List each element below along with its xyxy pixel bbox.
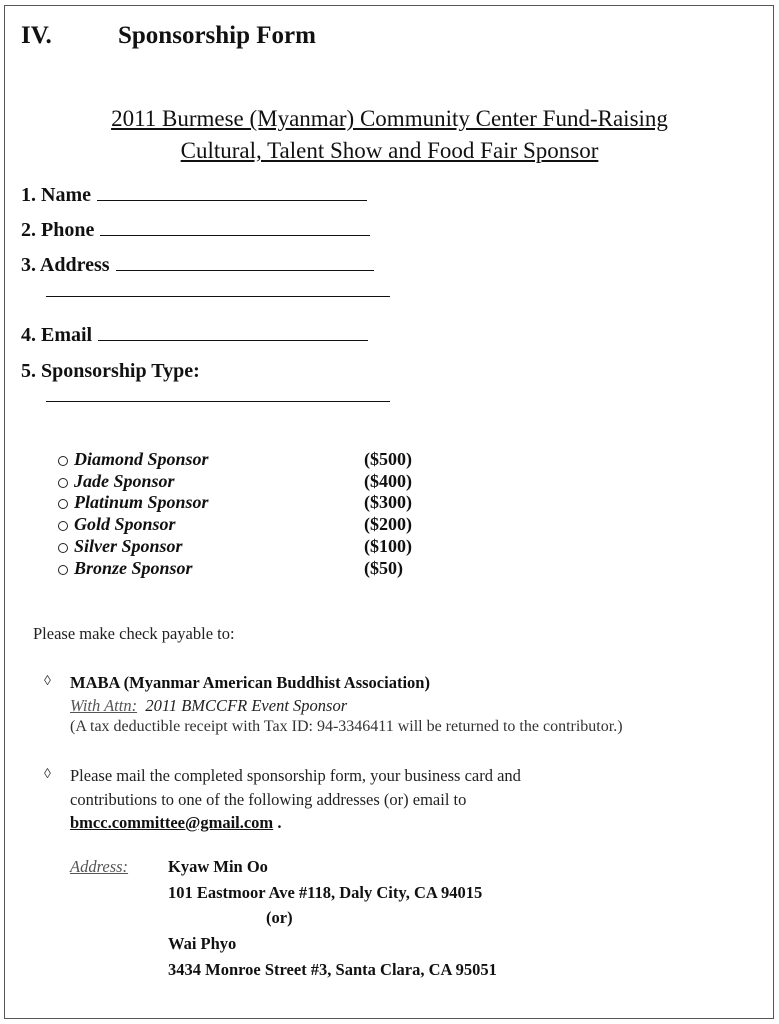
address-field[interactable]: [21, 254, 374, 277]
phone-field[interactable]: [21, 219, 370, 242]
contact-name-2: Wai Phyo: [168, 934, 237, 953]
sponsor-amount: ($100): [364, 536, 412, 556]
email-field[interactable]: [21, 324, 368, 347]
diamond-bullet-icon: ◊: [44, 674, 51, 689]
sponsor-name: Bronze Sponsor: [74, 558, 193, 578]
sponsorship-type-field: [21, 360, 200, 383]
address-blank[interactable]: [116, 254, 374, 271]
sponsor-option-platinum[interactable]: [58, 492, 209, 513]
sponsor-option-silver[interactable]: [58, 536, 183, 557]
page-title: Sponsorship Form: [118, 22, 316, 49]
sponsor-name: Jade Sponsor: [74, 471, 175, 491]
or-separator: (or): [266, 908, 293, 927]
name-field[interactable]: [21, 184, 367, 207]
phone-blank[interactable]: [100, 219, 370, 236]
event-heading-line2: Cultural, Talent Show and Food Fair Sponsor: [180, 138, 599, 163]
sponsor-option-diamond[interactable]: [58, 449, 209, 470]
attn-label: With Attn:: [70, 696, 138, 715]
name-blank[interactable]: [97, 184, 367, 201]
radio-circle-icon[interactable]: [58, 456, 68, 466]
sponsor-amount: ($200): [364, 514, 412, 534]
tax-note: (A tax deductible receipt with Tax ID: 94-3346411 will be returned to the contributor.): [70, 718, 623, 735]
mail-instructions-line2: contributions to one of the following addresses (or) email to: [70, 790, 467, 809]
contact-address-1: 101 Eastmoor Ave #118, Daly City, CA 94015: [168, 883, 483, 902]
contact-name-1: Kyaw Min Oo: [168, 857, 268, 876]
email-suffix: .: [273, 813, 282, 832]
section-number: IV.: [21, 22, 52, 49]
phone-label: 2. Phone: [21, 219, 95, 241]
mail-instructions-line1: Please mail the completed sponsorship form, your business card and: [70, 766, 521, 785]
attn-line: [70, 696, 347, 716]
email-label: 4. Email: [21, 324, 93, 346]
address-blank-line2[interactable]: [46, 296, 390, 297]
sponsor-option-jade[interactable]: [58, 471, 175, 492]
sponsor-option-bronze[interactable]: [58, 558, 193, 579]
radio-circle-icon[interactable]: [58, 543, 68, 553]
radio-circle-icon[interactable]: [58, 521, 68, 531]
email-blank[interactable]: [98, 324, 368, 341]
sponsor-amount: ($300): [364, 492, 412, 512]
sponsor-amount: ($50): [364, 558, 403, 578]
sponsor-name: Platinum Sponsor: [74, 492, 209, 512]
sponsor-name: Gold Sponsor: [74, 514, 176, 534]
sponsor-amount: ($500): [364, 449, 412, 469]
address-label: Address:: [70, 857, 129, 876]
email-line: [70, 813, 281, 833]
email-link[interactable]: bmcc.committee@gmail.com: [70, 813, 274, 832]
payable-intro: Please make check payable to:: [33, 624, 235, 643]
diamond-bullet-icon: ◊: [44, 767, 51, 782]
name-label: 1. Name: [21, 184, 91, 206]
radio-circle-icon[interactable]: [58, 478, 68, 488]
payee-name: MABA (Myanmar American Buddhist Association): [70, 673, 430, 692]
sponsor-option-gold[interactable]: [58, 514, 176, 535]
sponsor-name: Silver Sponsor: [74, 536, 183, 556]
event-heading-line1: 2011 Burmese (Myanmar) Community Center Fund-Raising: [111, 106, 668, 131]
contact-address-2: 3434 Monroe Street #3, Santa Clara, CA 95051: [168, 960, 497, 979]
attn-value: 2011 BMCCFR Event Sponsor: [145, 696, 348, 715]
sponsorship-type-blank[interactable]: [46, 401, 390, 402]
radio-circle-icon[interactable]: [58, 565, 68, 575]
address-label: 3. Address: [21, 254, 110, 276]
sponsor-name: Diamond Sponsor: [74, 449, 209, 469]
sponsorship-type-label: 5. Sponsorship Type:: [21, 360, 200, 382]
sponsor-amount: ($400): [364, 471, 412, 491]
radio-circle-icon[interactable]: [58, 499, 68, 509]
